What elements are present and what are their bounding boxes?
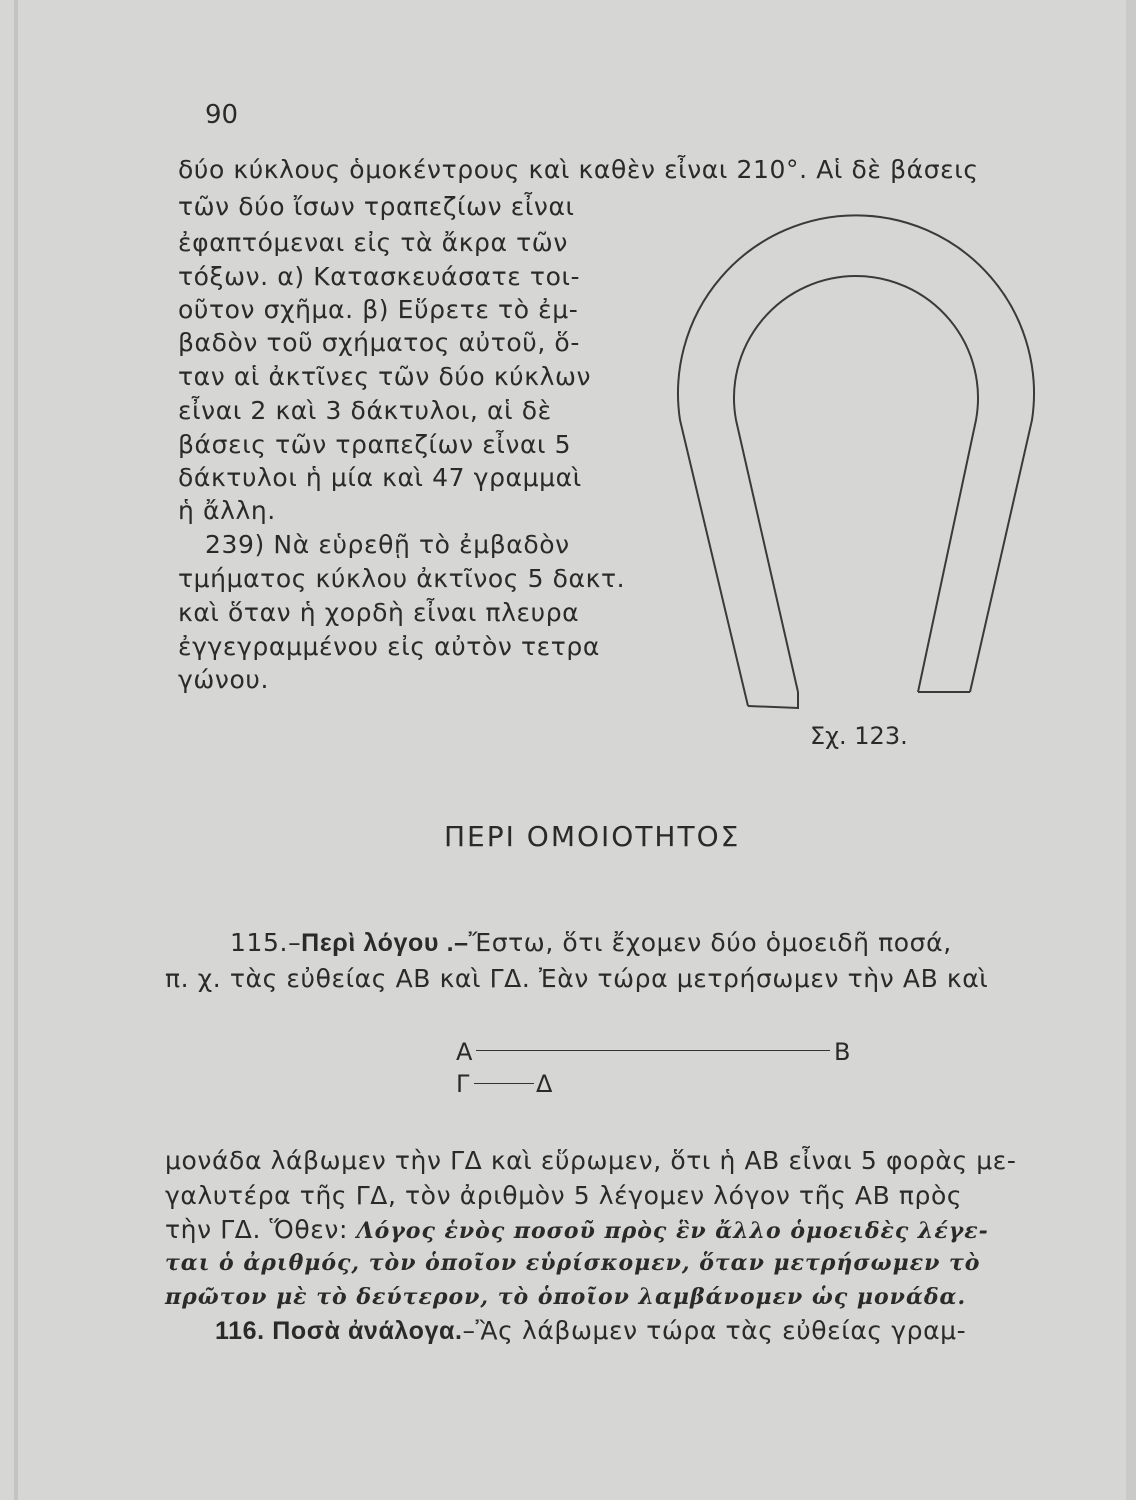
text-line: ἡ ἄλλη. — [178, 496, 276, 525]
para-115-cont-line-3 — [165, 1215, 989, 1244]
text-line: βάσεις τῶν τραπεζίων εἶναι 5 — [178, 430, 572, 459]
text-line: γώνου. — [178, 665, 270, 694]
segment-label-a: Α — [456, 1038, 473, 1066]
para-115-cont-line-2: γαλυτέρα τῆς ΓΔ, τὸν ἀριθμὸν 5 λέγομεν λόγον τῆς ΑΒ πρὸς — [165, 1181, 963, 1210]
figure-caption: Σχ. 123. — [810, 722, 908, 750]
para-115-cont-line-1: μονάδα λάβωμεν τὴν ΓΔ καὶ εὕρωμεν, ὅτι ἡ ΑΒ εἶναι 5 φορὰς με- — [165, 1146, 1017, 1175]
segment-label-d: Δ — [536, 1070, 553, 1098]
segment-label-b: Β — [834, 1038, 851, 1066]
segment-ab — [476, 1050, 830, 1051]
para-115-title: Περὶ λόγου .– — [301, 929, 469, 957]
text-line: οῦτον σχῆμα. β) Εὕρετε τὸ ἐμ- — [178, 295, 579, 324]
text-line: καὶ ὅταν ἡ χορδὴ εἶναι πλευρα — [178, 598, 580, 627]
definition-text: Λόγος ἑνὸς ποσοῦ πρὸς ἓν ἄλλο ὁμοειδὲς λέγε- — [356, 1218, 989, 1244]
para-115-number: 115.– — [230, 928, 302, 957]
segment-gd — [474, 1083, 534, 1084]
segment-label-g: Γ — [456, 1070, 470, 1098]
text-line: ἐγγεγραμμένου εἰς αὐτὸν τετρα — [178, 632, 600, 661]
definition-line-3: πρῶτον μὲ τὸ δεύτερον, τὸ ὁποῖον λαμβάνομεν ὡς μονάδα. — [165, 1284, 967, 1310]
para-115-text: Ἔστω, ὅτι ἔχομεν δύο ὁμοειδῆ ποσά, — [468, 928, 952, 957]
text-line: ταν αἱ ἀκτῖνες τῶν δύο κύκλων — [178, 362, 592, 391]
problem-239-line: 239) Νὰ εὑρεθῇ τὸ ἐμβαδὸν — [205, 530, 570, 559]
para-116-title: 116. Ποσὰ ἀνάλογα. — [215, 1317, 463, 1345]
text-line: τῶν δύο ἴσων τραπεζίων εἶναι — [178, 192, 575, 221]
text-line: τμήματος κύκλου ἀκτῖνος 5 δακτ. — [178, 564, 626, 593]
para-116-text: –Ἂς λάβωμεν τώρα τὰς εὐθείας γραμ- — [462, 1316, 967, 1345]
text-line: τόξων. α) Κατασκευάσατε τοι- — [178, 262, 581, 291]
text-line: εἶναι 2 καὶ 3 δάκτυλοι, αἱ δὲ — [178, 396, 552, 425]
text-line: δάκτυλοι ἡ μία καὶ 47 γραμμαὶ — [178, 463, 582, 492]
text-line: ἐφαπτόμεναι εἰς τὰ ἄκρα τῶν — [178, 228, 568, 257]
para-116-line — [215, 1316, 966, 1346]
section-heading: ΠΕΡΙ ΟΜΟΙΟΤΗΤΟΣ — [444, 820, 741, 853]
para-115-therefore: τὴν ΓΔ. Ὅθεν: — [165, 1215, 348, 1244]
para-115-line-2: π. χ. τὰς εὐθείας ΑΒ καὶ ΓΔ. Ἐὰν τώρα μετρήσωμεν τὴν ΑΒ καὶ — [165, 964, 989, 993]
para-115-line-1 — [230, 928, 952, 958]
text-line: βαδὸν τοῦ σχήματος αὐτοῦ, ὅ- — [178, 328, 580, 357]
definition-line-2: ται ὁ ἀριθμός, τὸν ὁποῖον εὑρίσκομεν, ὅταν μετρήσωμεν τὸ — [165, 1250, 981, 1276]
text-line: δύο κύκλους ὁμοκέντρους καὶ καθὲν εἶναι 210°. Αἱ δὲ βάσεις — [178, 155, 979, 184]
page-number: 90 — [205, 100, 239, 130]
